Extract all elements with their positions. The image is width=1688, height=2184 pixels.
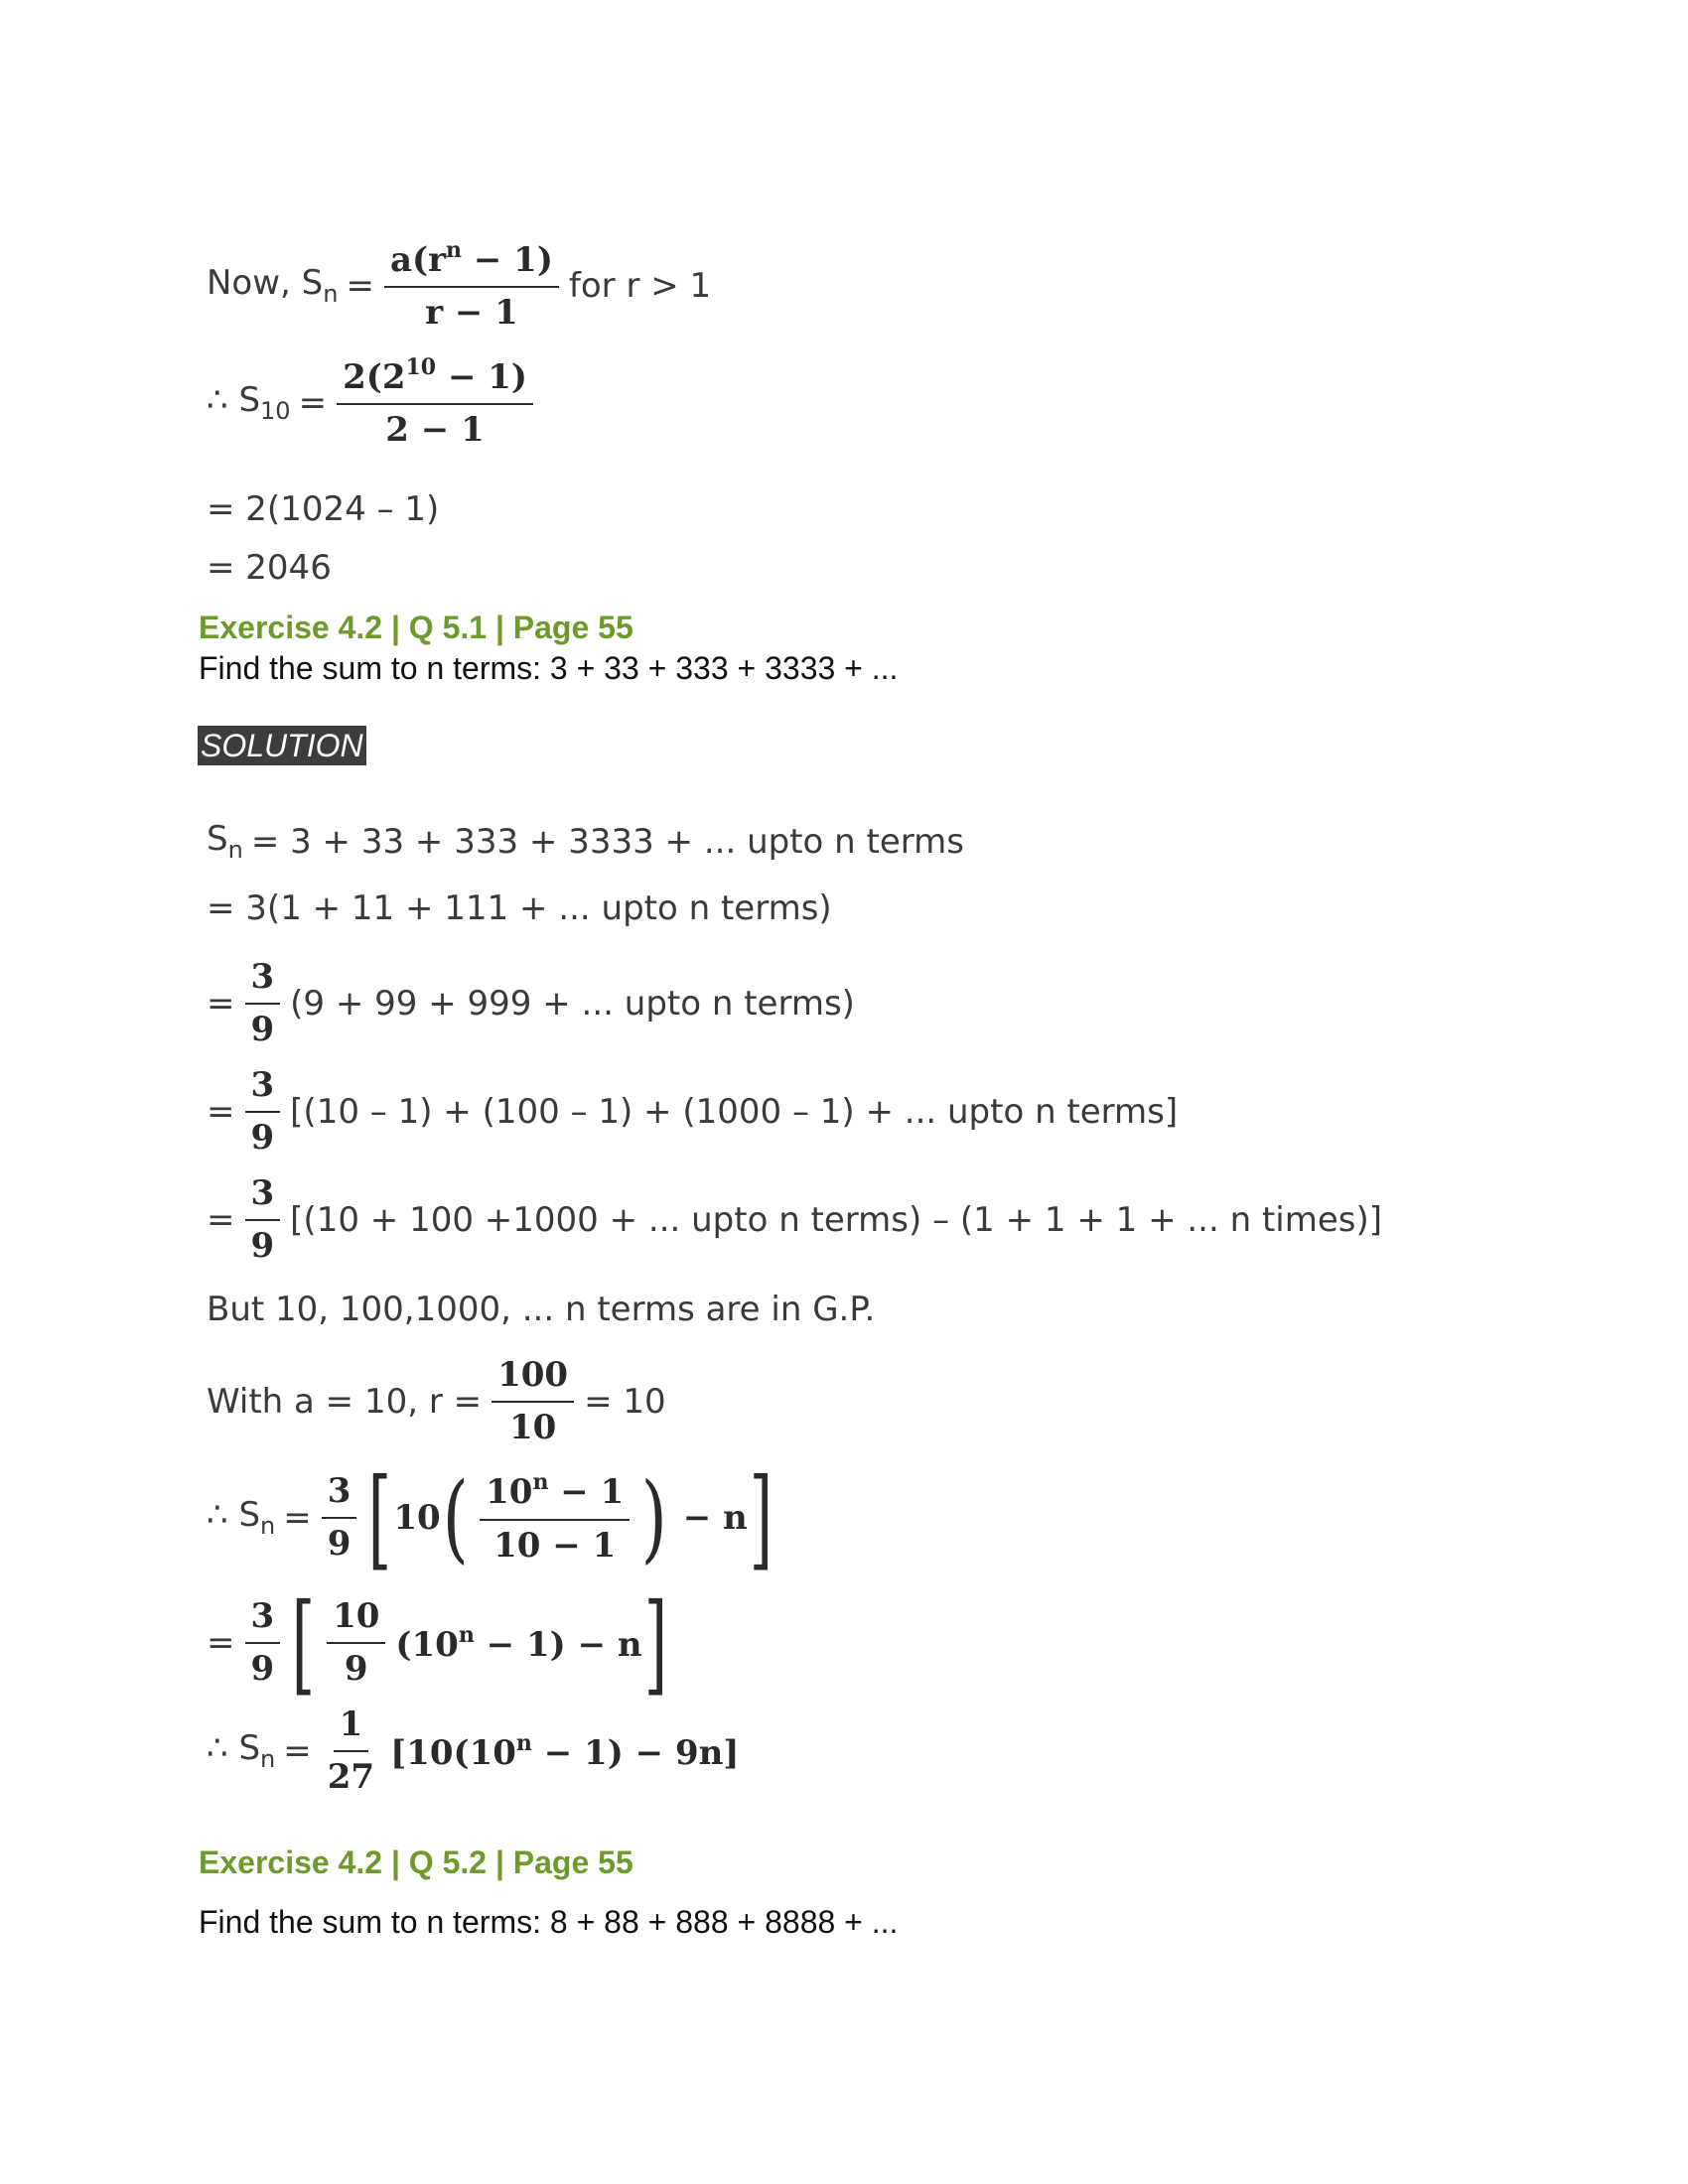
solution-step-7 bbox=[207, 1356, 666, 1447]
condition-text: for r > 1 bbox=[568, 265, 712, 306]
gp-sum-fraction bbox=[480, 1470, 630, 1565]
fraction-numerator: 10 bbox=[327, 1597, 385, 1644]
sum-formula-fraction bbox=[384, 238, 559, 333]
equals-sign: = bbox=[346, 265, 374, 306]
computation-line-1: = 2(1024 – 1) bbox=[207, 489, 440, 529]
final-answer-expression: $[10(10^n - 1) - 9n]$ bbox=[390, 1730, 740, 1774]
fraction-numerator: 100 bbox=[492, 1356, 574, 1403]
question-text-q5-1: Find the sum to n terms: 3 + 33 + 333 + 3333 + ... bbox=[199, 650, 899, 686]
fraction-denominator: 10 bbox=[508, 1408, 557, 1448]
step-1-expression: = 3 + 33 + 333 + 3333 + ... upto n terms bbox=[250, 822, 964, 862]
solution-label: SOLUTION bbox=[198, 726, 366, 765]
open-parenthesis: ( bbox=[442, 1462, 469, 1573]
sum-formula-lead: Now, $S_n$ bbox=[207, 262, 339, 308]
close-square-bracket: ] bbox=[643, 1579, 667, 1706]
equals-sign: = bbox=[283, 1498, 312, 1538]
one-twentyseventh-fraction bbox=[322, 1706, 380, 1797]
fraction-numerator: 3 bbox=[322, 1472, 357, 1519]
sn-lead: ∴ $S_n$ bbox=[207, 1728, 276, 1774]
step-4-expression: [(10 – 1) + (100 – 1) + (1000 – 1) + ... upto n terms] bbox=[290, 1092, 1179, 1133]
step-9-expression: $(10^n - 1) - n$ bbox=[395, 1622, 642, 1665]
step-5-expression: [(10 + 100 +1000 + ... upto n terms) – (1 + 1 + 1 + ... n times)] bbox=[290, 1200, 1383, 1241]
fraction-denominator: 9 bbox=[250, 1010, 275, 1050]
sn-lead: $S_n$ bbox=[207, 819, 243, 864]
fraction-denominator: r − 1 bbox=[425, 293, 518, 334]
three-ninths-fraction bbox=[322, 1472, 357, 1564]
equals-sign: = bbox=[283, 1731, 312, 1772]
fraction-numerator: $2(2^{10} - 1)$ bbox=[337, 355, 533, 405]
fraction-numerator: 3 bbox=[245, 958, 281, 1005]
solution-step-4 bbox=[207, 1066, 1178, 1158]
three-ninths-fraction bbox=[245, 1174, 281, 1266]
fraction-numerator: 3 bbox=[245, 1066, 281, 1113]
fraction-denominator: 9 bbox=[250, 1118, 275, 1159]
solution-step-3 bbox=[207, 958, 855, 1049]
exercise-heading-q5-1: Exercise 4.2 | Q 5.1 | Page 55 bbox=[199, 610, 633, 645]
close-parenthesis: ) bbox=[640, 1462, 668, 1573]
ten-ninths-fraction bbox=[327, 1597, 385, 1689]
solution-step-10 bbox=[207, 1706, 739, 1797]
question-text-q5-2: Find the sum to n terms: 8 + 88 + 888 + 8888 + ... bbox=[199, 1904, 899, 1940]
s10-fraction bbox=[337, 355, 533, 450]
equals-sign: = bbox=[207, 1092, 235, 1133]
solution-step-2: = 3(1 + 11 + 111 + ... upto n terms) bbox=[207, 888, 832, 928]
three-ninths-fraction bbox=[245, 1597, 281, 1689]
solution-step-8 bbox=[207, 1454, 774, 1581]
close-square-bracket: ] bbox=[749, 1454, 774, 1581]
equals-sign: = bbox=[207, 984, 235, 1024]
three-ninths-fraction bbox=[245, 1066, 281, 1158]
fraction-denominator: 9 bbox=[250, 1649, 275, 1689]
ratio-fraction bbox=[492, 1356, 574, 1447]
sn-lead: ∴ $S_n$ bbox=[207, 1495, 276, 1540]
sum-formula-line bbox=[207, 238, 711, 333]
fraction-denominator: 10 − 1 bbox=[493, 1525, 617, 1566]
exercise-heading-q5-2: Exercise 4.2 | Q 5.2 | Page 55 bbox=[199, 1844, 633, 1880]
fraction-denominator: 9 bbox=[250, 1226, 275, 1267]
fraction-denominator: 9 bbox=[344, 1649, 368, 1689]
fraction-numerator: 1 bbox=[334, 1706, 369, 1752]
equals-sign: = bbox=[207, 1200, 235, 1241]
step-7-tail: = 10 bbox=[584, 1382, 666, 1423]
equals-sign: = bbox=[298, 382, 328, 423]
solution-step-5 bbox=[207, 1174, 1382, 1266]
s10-line bbox=[207, 355, 543, 450]
open-square-bracket: [ bbox=[368, 1454, 392, 1581]
fraction-numerator: $a(r^n - 1)$ bbox=[384, 238, 559, 288]
step-7-lead: With a = 10, r = bbox=[207, 1382, 483, 1423]
fraction-denominator: 27 bbox=[327, 1757, 375, 1798]
fraction-numerator: 3 bbox=[245, 1597, 281, 1644]
solution-step-6: But 10, 100,1000, ... n terms are in G.P. bbox=[207, 1290, 876, 1329]
solution-step-1 bbox=[207, 819, 964, 864]
solution-step-9 bbox=[207, 1579, 669, 1706]
three-ninths-fraction bbox=[245, 958, 281, 1049]
computation-line-2: = 2046 bbox=[207, 548, 332, 588]
fraction-denominator: 2 − 1 bbox=[385, 410, 485, 451]
fraction-numerator: 3 bbox=[245, 1174, 281, 1221]
minus-n-term: − n bbox=[682, 1498, 748, 1538]
fraction-denominator: 9 bbox=[327, 1524, 352, 1564]
equals-sign: = bbox=[207, 1623, 235, 1663]
fraction-numerator: $10^n - 1$ bbox=[480, 1470, 630, 1520]
step-3-expression: (9 + 99 + 999 + ... upto n terms) bbox=[290, 984, 855, 1024]
ten-coefficient: 10 bbox=[393, 1498, 441, 1538]
s10-lead: ∴ $S_{10}$ bbox=[207, 379, 291, 425]
open-square-bracket: [ bbox=[291, 1579, 316, 1706]
